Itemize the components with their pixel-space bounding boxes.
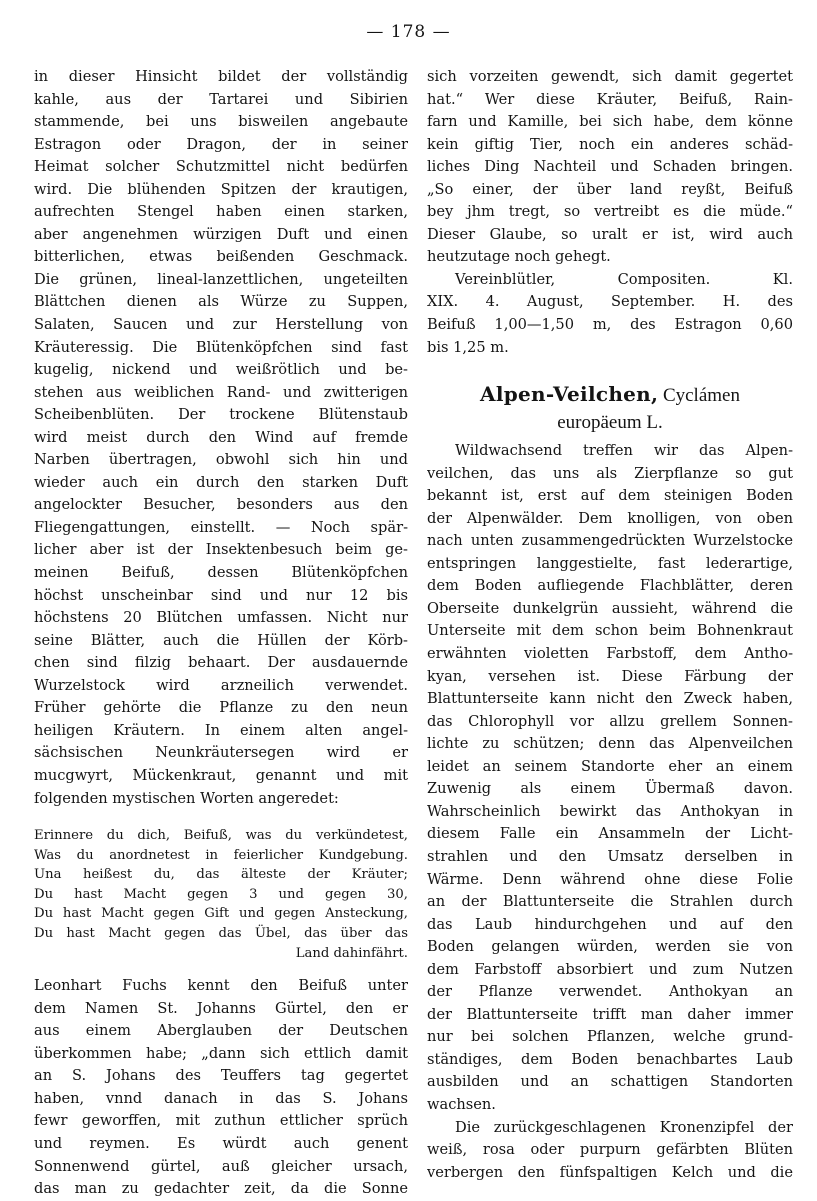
paragraph-bluten (427, 1117, 793, 1185)
text-line: bey jhm tregt, so vertreibt es die müde.“ (427, 203, 793, 221)
page-number: — 178 — (366, 22, 451, 42)
left-column (34, 66, 408, 1201)
text-line: kein giftig Tier, noch ein anderes schäd- (427, 135, 793, 153)
text-line: heiligen Kräutern. In einem alten angel- (34, 721, 408, 739)
paragraph-leonhart-fuchs (34, 975, 408, 1200)
text-line: Leonhart Fuchs kennt den Beifuß unter (34, 977, 408, 995)
text-line: entspringen langgestielte, fast lederartige, (427, 554, 793, 572)
text-line: der Alpenwälder. Dem knolligen, von oben (427, 509, 793, 527)
text-line: angelockter Besucher, besonders aus den (34, 496, 408, 514)
text-line: Wurzelstock wird arzneilich verwendet. (34, 676, 408, 694)
text-line: höchstens 20 Blütchen umfassen. Nicht nur (34, 609, 408, 627)
text-line: Fliegengattungen, einstellt. — Noch spär- (34, 518, 408, 536)
text-line: farn und Kamille, bei sich habe, dem könne (427, 113, 793, 131)
text-line: an der Blattunterseite die Strahlen durch (427, 893, 793, 911)
verse-line: Du hast Macht gegen Gift und gegen Ansteckung, (34, 906, 408, 922)
text-line: ausbilden und an schattigen Standorten (427, 1073, 793, 1091)
text-line: bitterlichen, etwas beißenden Geschmack. (34, 248, 408, 266)
text-line: das man zu gedachter zeit, da die Sonne (34, 1180, 408, 1198)
text-line: Narben übertragen, obwohl sich hin und (34, 451, 408, 469)
heading-german-name: Alpen-Veilchen, (480, 382, 659, 407)
section-heading (427, 381, 793, 436)
right-column (427, 66, 793, 1184)
paragraph-estragon (34, 66, 408, 810)
verse-line: Du hast Macht gegen 3 und gegen 30, (34, 886, 408, 902)
text-line: dem Farbstoff absorbiert und zum Nutzen (427, 960, 793, 978)
classification-line: Vereinblütler, Compositen. Kl. (455, 270, 793, 288)
text-line: weiß, rosa oder purpurn gefärbten Blüten (427, 1141, 793, 1159)
text-line: kyan, versehen ist. Diese Färbung der (427, 667, 793, 685)
text-line: nur bei solchen Pflanzen, welche grund- (427, 1028, 793, 1046)
text-line: überkommen habe; „dann sich ettlich damit (34, 1044, 408, 1062)
verse-line: Land dahinfährt. (295, 945, 408, 961)
text-line: „So einer, der über land reyßt, Beifuß (427, 180, 793, 198)
text-line: wird. Die blühenden Spitzen der krautigen, (34, 180, 408, 198)
paragraph-continuation (427, 66, 793, 269)
text-line: folgenden mystischen Worten angeredet: (34, 789, 339, 807)
text-line: liches Ding Nachteil und Schaden bringen. (427, 158, 793, 176)
text-line: Scheibenblüten. Der trockene Blütenstaub (34, 406, 408, 424)
text-line: Unterseite mit dem schon beim Bohnenkraut (427, 622, 793, 640)
text-line: Heimat solcher Schutzmittel nicht bedürfen (34, 158, 408, 176)
text-line: licher aber ist der Insektenbesuch beim ge- (34, 541, 408, 559)
text-line: Wahrscheinlich bewirkt das Anthokyan in (427, 802, 793, 820)
paragraph-alpen-veilchen (427, 440, 793, 1116)
text-line: an S. Johans des Teuffers tag gegertet (34, 1067, 408, 1085)
text-line: der Blattunterseite trifft man daher immer (427, 1005, 793, 1023)
text-line: sich vorzeiten gewendt, sich damit gegertet (427, 68, 793, 85)
text-line: Boden gelangen würden, werden sie von (427, 938, 793, 956)
text-line: seine Blätter, auch die Hüllen der Körb- (34, 631, 408, 649)
text-line: chen sind filzig behaart. Der ausdauernde (34, 654, 408, 672)
text-line: aber angenehmen würzigen Duft und einen (34, 225, 408, 243)
text-line: aus einem Aberglauben der Deutschen (34, 1022, 408, 1040)
text-line: strahlen und den Umsatz derselben in (427, 847, 793, 865)
text-line: veilchen, das uns als Zierpflanze so gut (427, 464, 793, 482)
text-line: aufrechten Stengel haben einen starken, (34, 203, 408, 221)
text-line: Sonnenwend gürtel, auß gleicher ursach, (34, 1157, 408, 1175)
text-line: erwähnten violetten Farbstoff, dem Antho- (427, 645, 793, 663)
text-line: Die zurückgeschlagenen Kronenzipfel der (455, 1118, 793, 1136)
text-line: Die grünen, lineal-lanzettlichen, ungeteilten (34, 270, 408, 288)
text-line: das Laub hindurchgehen und auf den (427, 915, 793, 933)
text-line: Kräuteressig. Die Blütenköpfchen sind fast (34, 338, 408, 356)
text-line: sächsischen Neunkräutersegen wird er (34, 744, 408, 762)
text-line: und reymen. Es würdt auch genent (34, 1135, 408, 1153)
text-line: Oberseite dunkelgrün aussieht, während die (427, 599, 793, 617)
text-line: Estragon oder Dragon, der in seiner (34, 135, 408, 153)
text-line: ständiges, dem Boden benachbartes Laub (427, 1050, 793, 1068)
text-line: Blättchen dienen als Würze zu Suppen, (34, 293, 408, 311)
verse-line: Erinnere du dich, Beifuß, was du verkündetest, (34, 828, 408, 844)
text-line: dem Namen St. Johanns Gürtel, den er (34, 999, 408, 1017)
text-line: kugelig, nickend und weißrötlich und be- (34, 361, 408, 379)
anglo-saxon-charm-verse (34, 826, 408, 963)
text-line: das Chlorophyll vor allzu grellem Sonnen- (427, 712, 793, 730)
text-line: wieder auch ein durch den starken Duft (34, 473, 408, 491)
text-line: in dieser Hinsicht bildet der vollständig (34, 68, 408, 85)
text-line: Zuwenig als einem Übermaß davon. (427, 780, 793, 798)
text-line: der Pflanze verwendet. Anthokyan an (427, 983, 793, 1001)
text-line: meinen Beifuß, dessen Blütenköpfchen (34, 564, 408, 582)
text-line: Früher gehörte die Pflanze zu den neun (34, 699, 408, 717)
text-line: stehen aus weiblichen Rand- und zwitterigen (34, 383, 408, 401)
text-line: lichte zu schützen; denn das Alpenveilchen (427, 735, 793, 753)
classification-line: bis 1,25 m. (427, 338, 509, 356)
text-line: mucgwyrt, Mückenkraut, genannt und mit (34, 766, 408, 784)
verse-line: Was du anordnetest in feierlicher Kundgebung. (34, 847, 408, 863)
classification-line: XIX. 4. August, September. H. des (427, 293, 793, 311)
verse-line: Du hast Macht gegen das Übel, das über das (34, 926, 408, 942)
text-line: diesem Falle ein Ansammeln der Licht- (427, 825, 793, 843)
text-line: hat.“ Wer diese Kräuter, Beifuß, Rain- (427, 90, 793, 108)
verse-line: Una heißest du, das älteste der Kräuter; (34, 867, 408, 883)
text-line: wird meist durch den Wind auf fremde (34, 428, 408, 446)
text-line: heutzutage noch gehegt. (427, 248, 611, 266)
heading-latin-name: Cyclámen (662, 385, 740, 407)
text-line: leidet an seinem Standorte eher an einem (427, 757, 793, 775)
text-line: dem Boden aufliegende Flachblätter, deren (427, 577, 793, 595)
text-line: höchst unscheinbar sind und nur 12 bis (34, 586, 408, 604)
text-line: haben, vnnd danach in das S. Johans (34, 1089, 408, 1107)
classification-line: Beifuß 1,00—1,50 m, des Estragon 0,60 (427, 316, 793, 334)
text-line: verbergen den fünfspaltigen Kelch und die (427, 1163, 793, 1181)
text-line: bekannt ist, erst auf dem steinigen Boden (427, 487, 793, 505)
text-line: Salaten, Saucen und zur Herstellung von (34, 316, 408, 334)
classification-note (427, 269, 793, 359)
text-line: nach unten zusammengedrückten Wurzelstocke (427, 532, 793, 550)
text-line: Blattunterseite kann nicht den Zweck haben, (427, 690, 793, 708)
text-line: stammende, bei uns bisweilen angebaute (34, 113, 408, 131)
text-line: Dieser Glaube, so uralt er ist, wird auch (427, 225, 793, 243)
heading-latin-name-2: europäeum L. (557, 412, 663, 434)
text-line: Wärme. Denn während ohne diese Folie (427, 870, 793, 888)
text-line: Wildwachsend treffen wir das Alpen- (455, 442, 793, 460)
text-line: kahle, aus der Tartarei und Sibirien (34, 90, 408, 108)
text-line: wachsen. (427, 1095, 496, 1113)
text-line: fewr geworffen, mit zuthun ettlicher sprüch (34, 1112, 408, 1130)
